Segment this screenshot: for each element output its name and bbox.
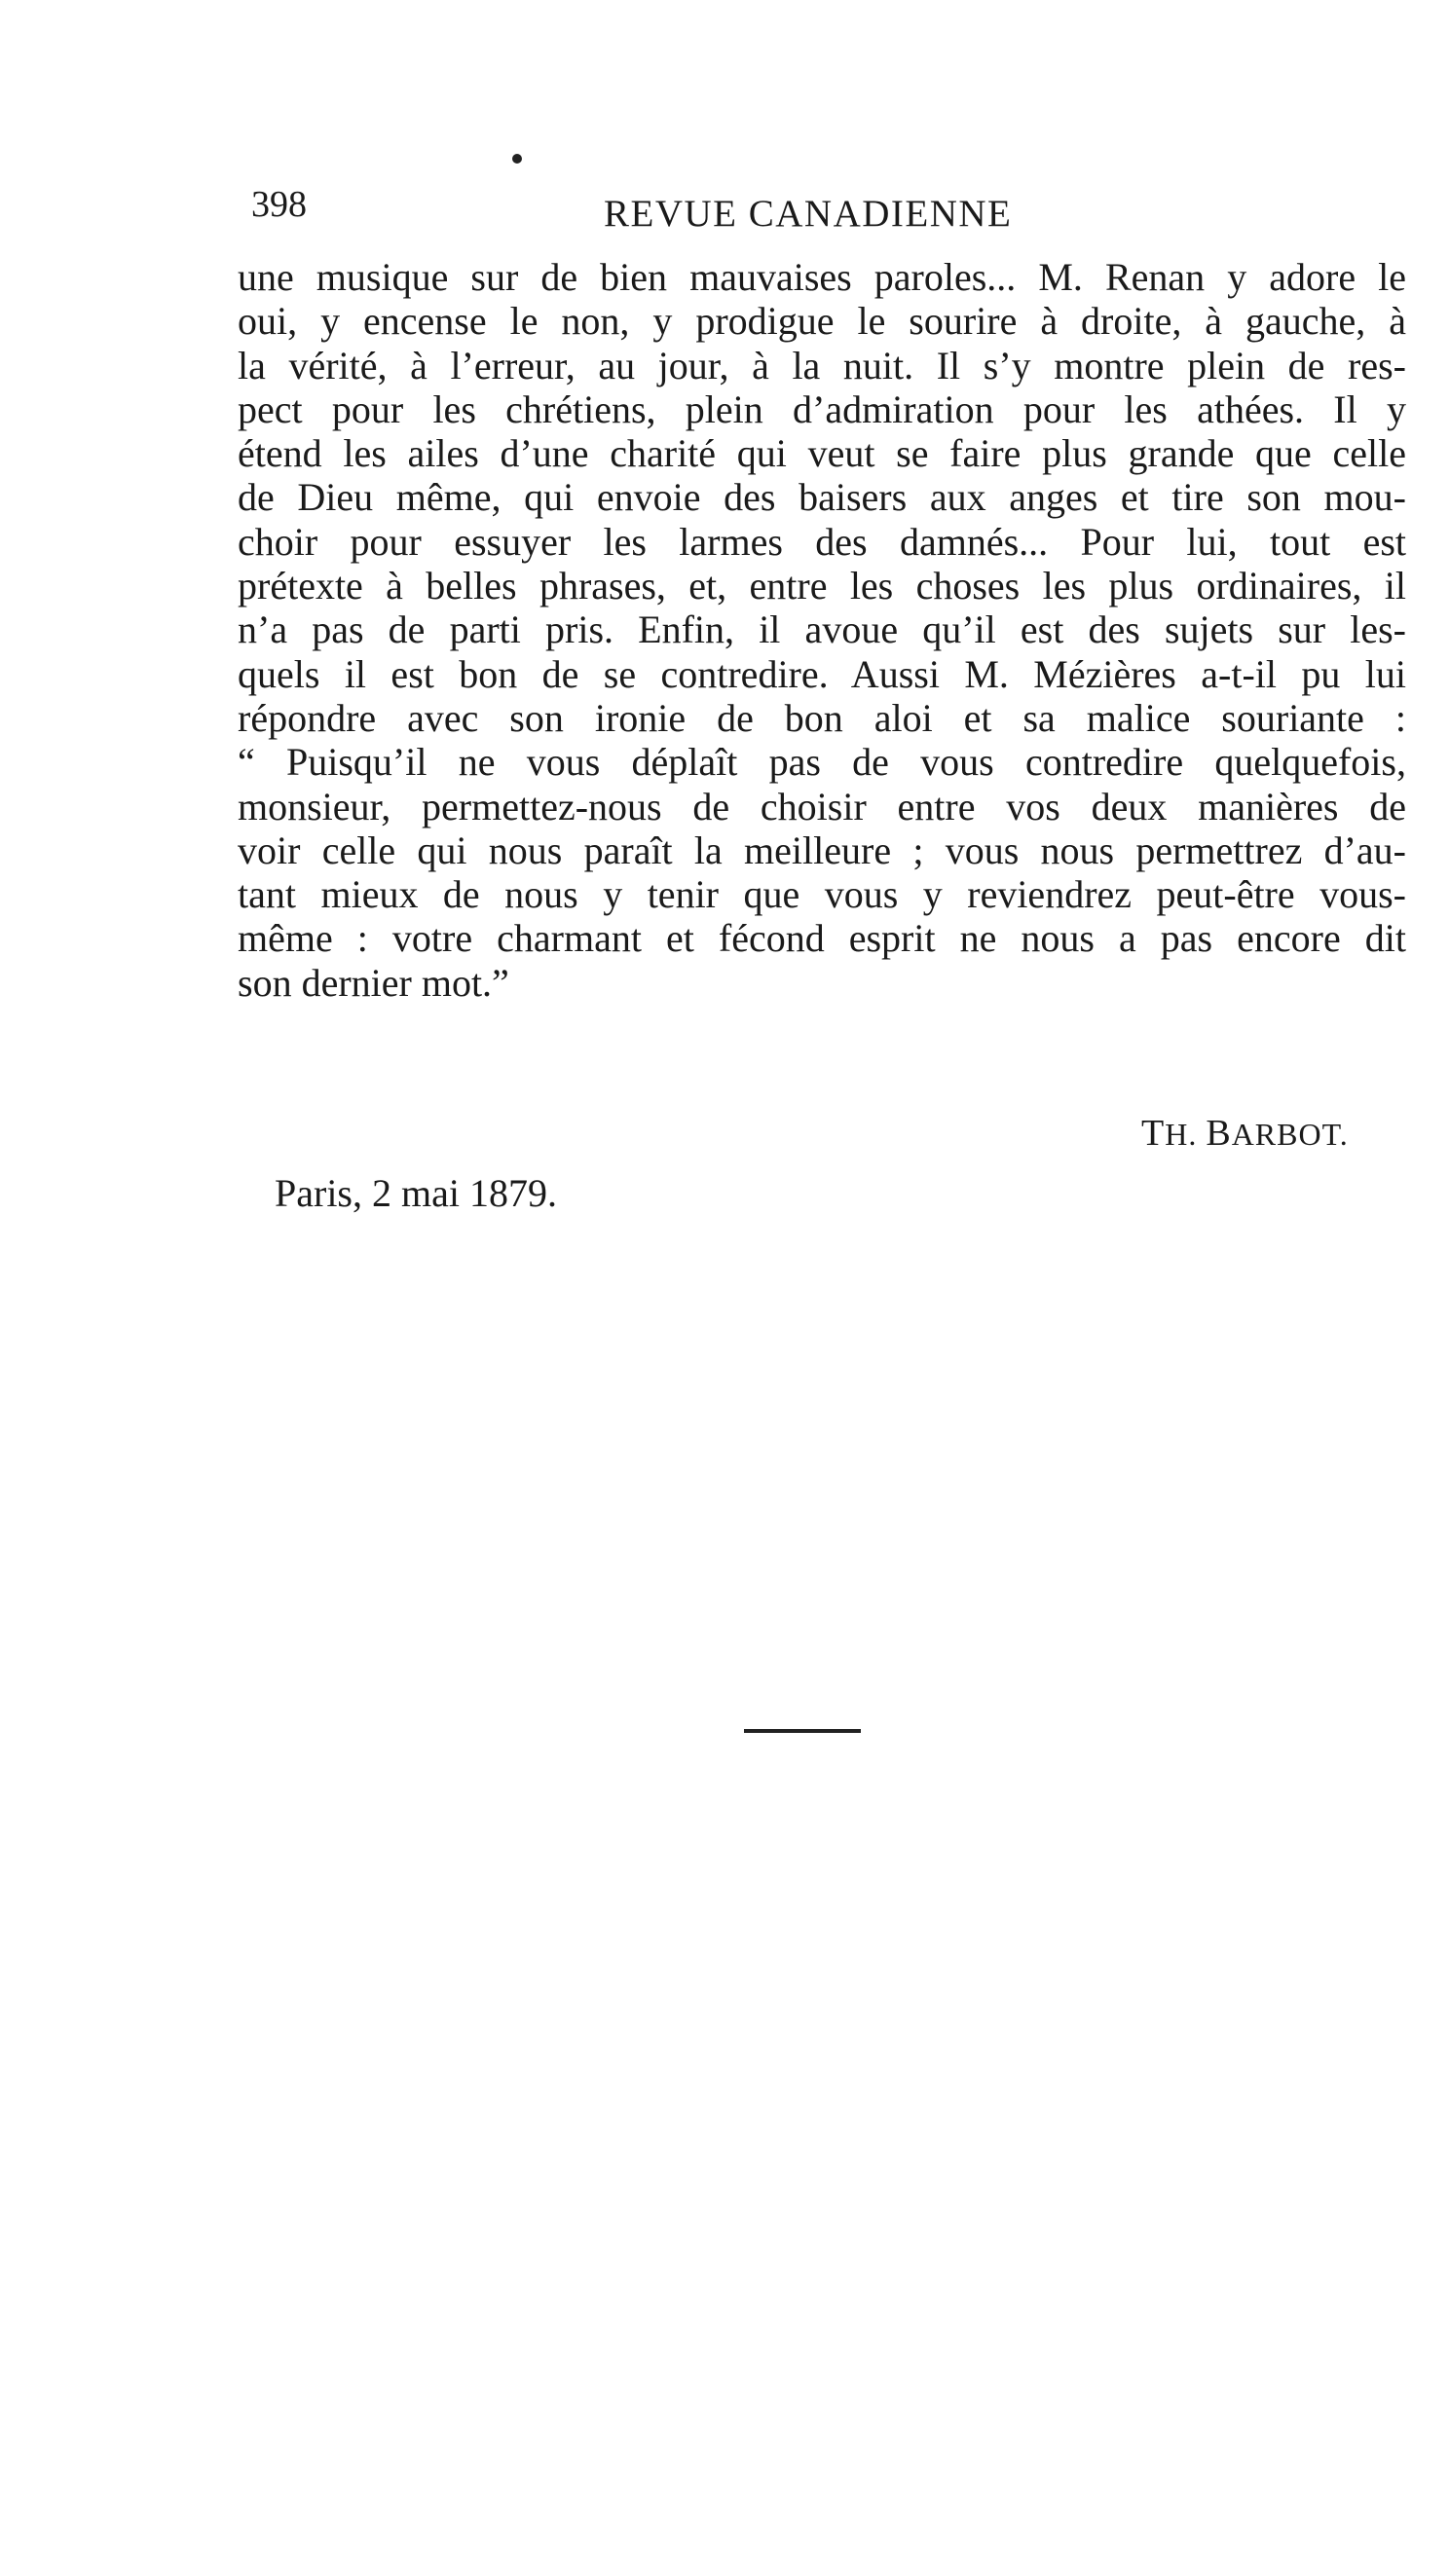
text-line: tant mieux de nous y tenir que vous y reviendrez peut-être vous- (238, 872, 1406, 917)
dateline: Paris, 2 mai 1879. (275, 1171, 557, 1215)
text-line: voir celle qui nous paraît la meilleure ; vous nous permettrez d’au- (238, 828, 1406, 872)
text-line: même : votre charmant et fécond esprit ne nous a pas encore dit (238, 916, 1406, 961)
text-line: répondre avec son ironie de bon aloi et sa malice souriante : (238, 695, 1406, 740)
text-line: monsieur, permettez-nous de choisir entre vos deux manières de (238, 784, 1406, 828)
author-signature (1141, 1112, 1349, 1155)
signature-surname-initial: B (1206, 1113, 1232, 1154)
text-line: oui, y encense le non, y prodigue le sourire à droite, à gauche, à (238, 299, 1406, 344)
ink-speck (512, 154, 522, 164)
signature-initial-rest: H. (1165, 1117, 1207, 1152)
text-line: une musique sur de bien mauvaises paroles... M. Renan y adore le (238, 255, 1406, 299)
signature-initial: T (1141, 1113, 1166, 1154)
page-header (251, 183, 1410, 241)
text-line: pect pour les chrétiens, plein d’admiration pour les athées. Il y (238, 386, 1406, 431)
text-line: de Dieu même, qui envoie des baisers aux anges et tire son mou- (238, 475, 1406, 520)
text-line: son dernier mot.” (238, 960, 509, 1005)
signature-surname-rest: ARBOT. (1231, 1117, 1349, 1152)
section-rule (744, 1729, 861, 1733)
text-line: choir pour essuyer les larmes des damnés... Pour lui, tout est (238, 519, 1406, 564)
text-line: étend les ailes d’une charité qui veut se faire plus grande que celle (238, 431, 1406, 476)
page-number: 398 (251, 184, 307, 225)
text-line: prétexte à belles phrases, et, entre les choses les plus ordinaires, il (238, 564, 1406, 608)
text-line: la vérité, à l’erreur, au jour, à la nuit. Il s’y montre plein de res- (238, 343, 1406, 387)
text-line: quels il est bon de se contredire. Aussi M. Mézières a-t-il pu lui (238, 651, 1406, 696)
body-paragraph (238, 255, 1406, 1005)
text-line: n’a pas de parti pris. Enfin, il avoue qu’il est des sujets sur les- (238, 607, 1406, 652)
running-head: REVUE CANADIENNE (604, 193, 1013, 235)
text-line: “ Puisqu’il ne vous déplaît pas de vous contredire quelquefois, (238, 740, 1406, 785)
